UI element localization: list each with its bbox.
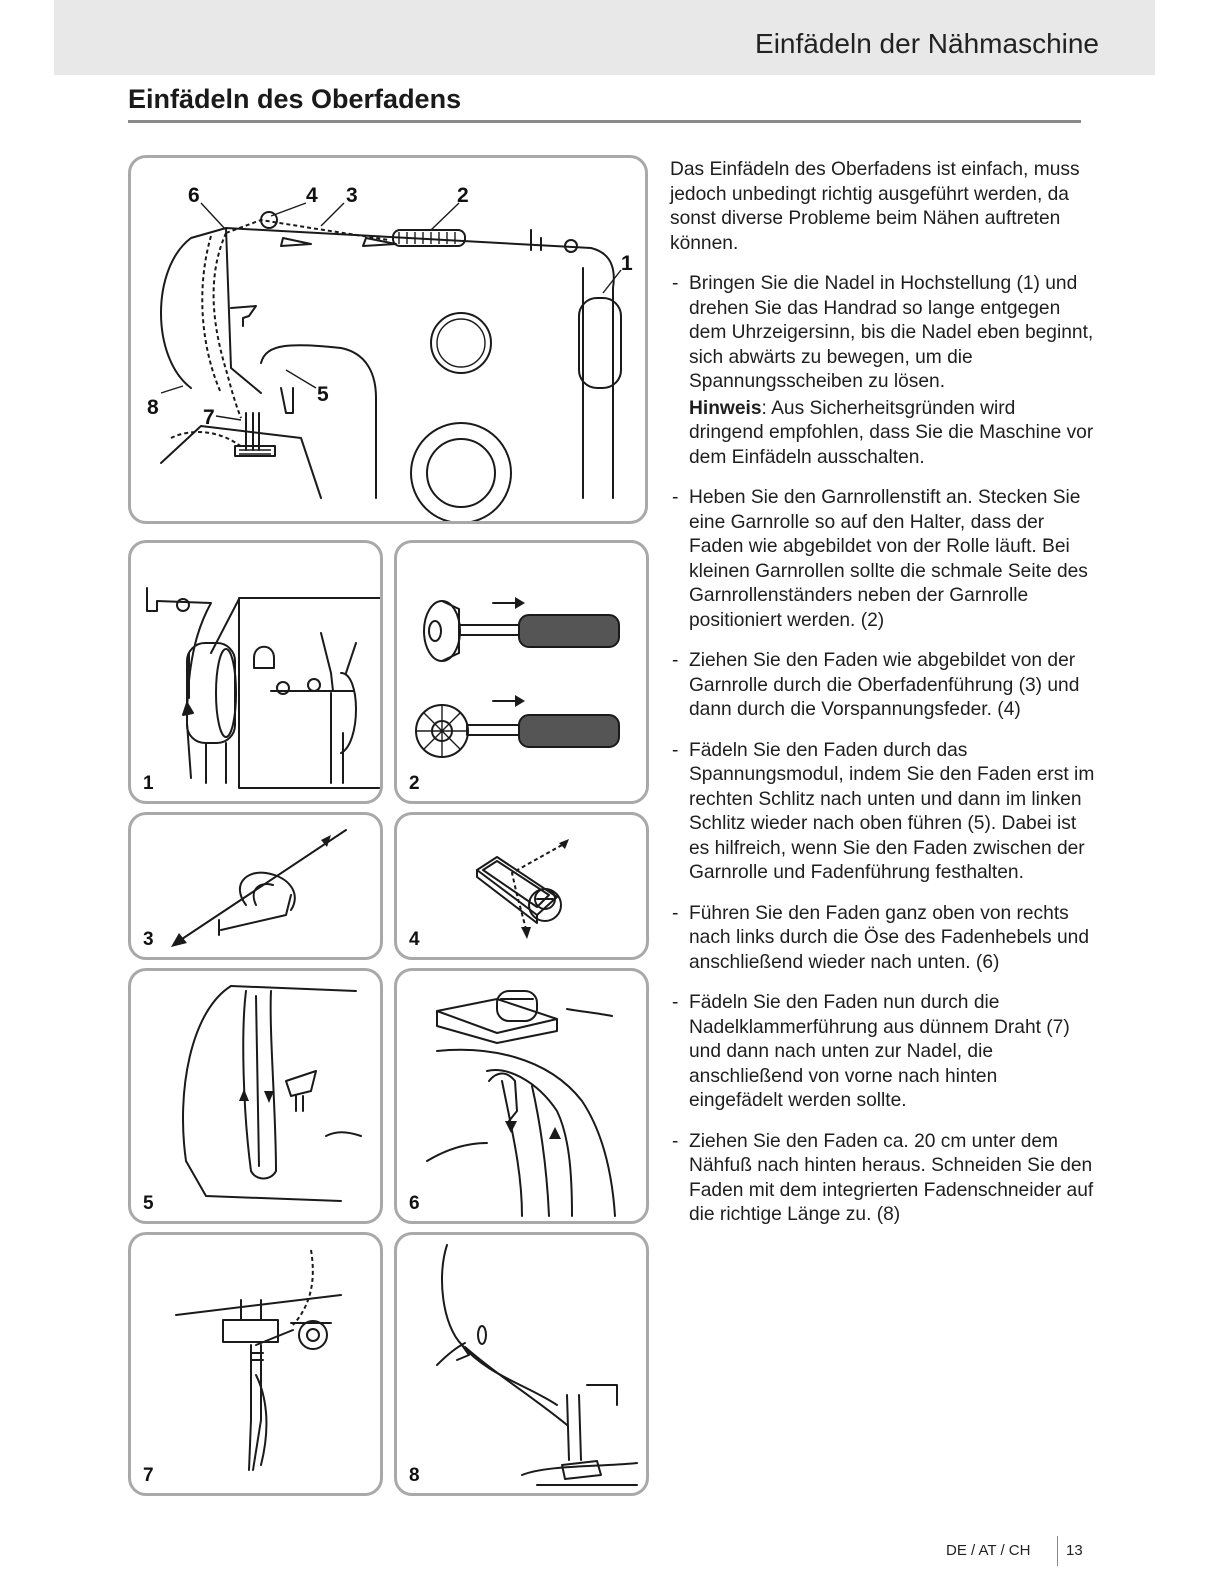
tension-module-illustration [131,971,383,1224]
thread-cutter-illustration [397,1235,649,1496]
figure-label: 2 [409,773,420,794]
callout-7: 7 [203,406,215,429]
handwheel-illustration [131,543,383,804]
step-text: Führen Sie den Faden ganz oben von rechts nach links durch die Öse des Fadenhebels und anschließend wieder nach unten. (6) [689,902,1089,973]
figure-1-handwheel [128,540,383,804]
page-header-title: Einfädeln der Nähmaschine [755,28,1099,59]
list-dash: - [672,902,679,924]
instruction-step [670,991,1095,1114]
note-label: Hinweis [689,397,762,419]
figure-label: 6 [409,1193,420,1214]
figure-2-spool [394,540,649,804]
section-divider [128,120,1081,123]
callout-5: 5 [317,383,329,406]
instruction-step [670,902,1095,976]
figure-label: 4 [409,929,420,950]
list-dash: - [672,273,679,294]
list-dash: - [672,650,679,671]
needle-clamp-illustration [131,1235,383,1496]
callout-6: 6 [188,184,200,207]
figure-3-thread-guide [128,812,383,960]
step-text: Fädeln Sie den Faden durch das Spannungsmodul, indem Sie den Faden erst im rechten Schlitz nach unten und dann im linken Schlitz wieder nach oben führen (5). Dabei ist es hilfreich, wenn Sie den Faden zwischen der Garnrolle und Fadenführung festhalten. [689,739,1095,883]
step-text: Fädeln Sie den Faden nun durch die Nadelklammerführung aus dünnem Draht (7) und dann nach unten zur Nadel, die anschließend von vorne nach hinten eingefädelt werden sollte. [689,992,1070,1111]
instruction-step [670,1130,1095,1228]
list-dash: - [672,739,679,761]
list-dash: - [672,992,679,1013]
figure-label: 7 [143,1465,154,1486]
step-text: Ziehen Sie den Faden ca. 20 cm unter dem Nähfuß nach hinten heraus. Schneiden Sie den Faden mit dem integrierten Fadenschneider auf die richtige Länge zu. (8) [689,1130,1094,1225]
callout-3: 3 [346,184,358,207]
callout-1: 1 [621,252,633,275]
step-text: Heben Sie den Garnrollenstift an. Stecken Sie eine Garnrolle so auf den Halter, dass der Faden wie abgebildet von der Rolle läuft. Bei kleinen Garnrollen sollte die schmale Seite des Garnrollenständers neben der Garnrolle positioniert werden. (2) [689,487,1088,631]
callout-2: 2 [457,184,469,207]
callout-4: 4 [306,184,318,207]
page-number: 13 [1066,1542,1083,1559]
figure-7-needle-clamp [128,1232,383,1496]
take-up-lever-illustration [397,971,649,1224]
intro-paragraph: Das Einfädeln des Oberfadens ist einfach, muss jedoch unbedingt richtig ausgeführt werden, da sonst diverse Probleme beim Nähen auftreten können. [670,159,1080,254]
header-band [54,0,1155,75]
figure-5-tension-module [128,968,383,1224]
instruction-step [670,486,1095,633]
callout-8: 8 [147,396,159,419]
pretension-spring-illustration [397,815,649,960]
figure-label: 8 [409,1465,420,1486]
list-dash: - [672,487,679,508]
figure-4-pretension-spring [394,812,649,960]
footer-language-codes: DE / AT / CH [946,1542,1031,1559]
step-text: Ziehen Sie den Faden wie abgebildet von der Garnrolle durch die Oberfadenführung (3) und dann durch die Vorspannungsfeder. (4) [689,650,1080,720]
section-title: Einfädeln des Oberfadens [128,84,462,114]
list-dash: - [672,1130,679,1152]
figure-label: 3 [143,929,154,950]
spool-illustration [397,543,649,804]
figure-6-take-up-lever [394,968,649,1224]
thread-guide-illustration [131,815,383,960]
figure-label: 1 [143,773,154,794]
footer-divider [1057,1536,1058,1566]
instruction-step [670,649,1095,723]
instruction-step [670,272,1095,470]
step-text: Bringen Sie die Nadel in Hochstellung (1) und drehen Sie das Handrad so lange entgegen dem Uhrzeigersinn, bis die Nadel eben beginnt, sich abwärts zu bewegen, um die Spannungsscheiben zu lösen. [689,273,1094,392]
main-threading-figure [128,155,648,524]
note-text: : Aus Sicherheitsgründen wird dringend empfohlen, dass Sie die Maschine vor dem Einfädeln ausschalten. [689,397,1094,468]
safety-note [689,397,1095,471]
figure-8-thread-cutter [394,1232,649,1496]
instruction-step [670,739,1095,886]
figure-label: 5 [143,1193,154,1214]
sewing-machine-overview-illustration [131,158,648,524]
instructions-column [670,158,1095,1244]
